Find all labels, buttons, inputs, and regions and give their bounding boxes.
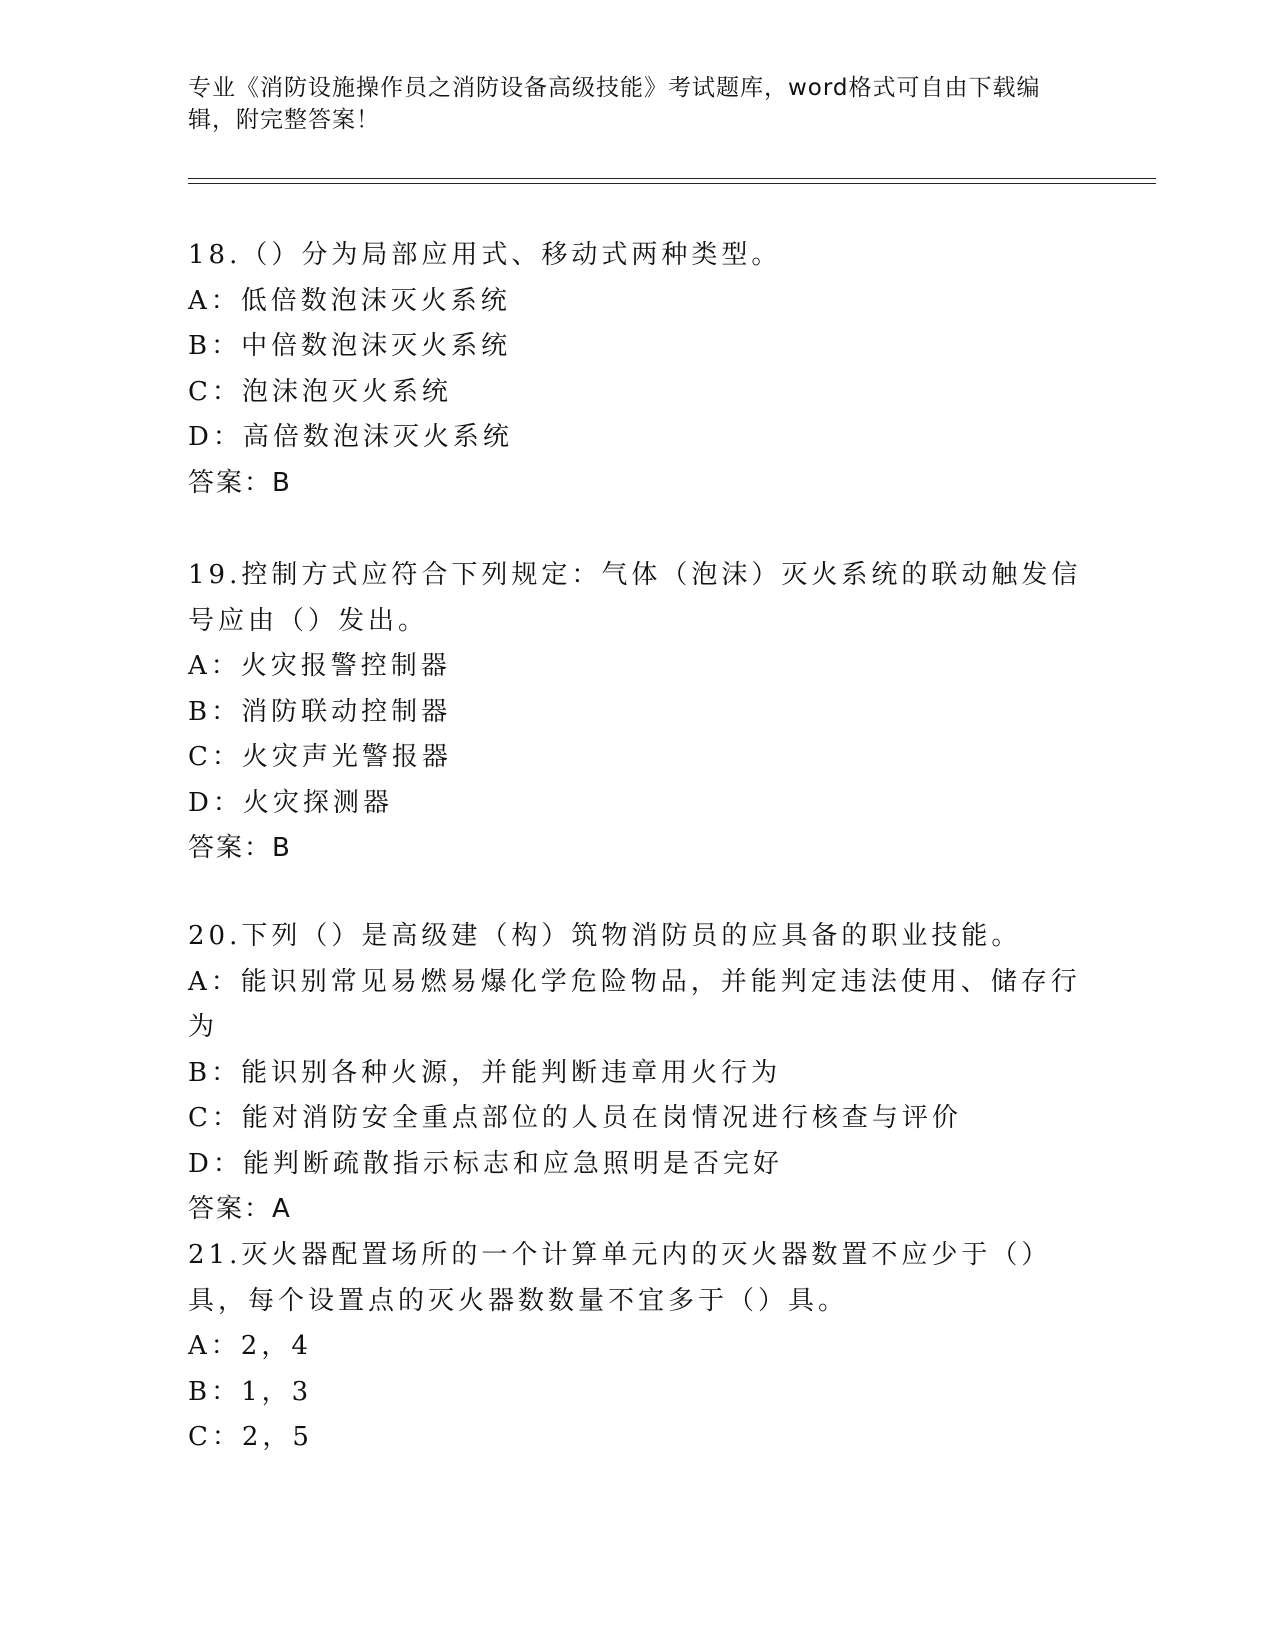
option-c: C：火灾声光警报器	[188, 742, 452, 772]
option-b: B：能识别各种火源，并能判断违章用火行为	[188, 1057, 782, 1088]
answer-line: 答案：B	[188, 467, 292, 498]
option-d: D：能判断疏散指示标志和应急照明是否完好	[188, 1148, 783, 1179]
question-stem: 20.下列（）是高级建（构）筑物消防员的应具备的职业技能。	[188, 921, 1022, 951]
option-d: D：高倍数泡沫灭火系统	[188, 422, 513, 452]
question-21	[188, 1233, 1088, 1461]
header-divider-top	[188, 178, 1156, 179]
option-b: B：中倍数泡沫灭火系统	[188, 331, 512, 361]
option-c: C：能对消防安全重点部位的人员在岗情况进行核查与评价	[188, 1103, 962, 1133]
option-a: A：能识别常见易燃易爆化学危险物品，并能判定违法使用、储存行为	[188, 966, 1081, 1042]
header-divider-bottom	[188, 183, 1156, 184]
question-stem: 19.控制方式应符合下列规定：气体（泡沫）灭火系统的联动触发信号应由（）发出。	[188, 560, 1082, 636]
option-d: D：火灾探测器	[188, 787, 393, 818]
document-header: 专业《消防设施操作员之消防设备高级技能》考试题库，word格式可自由下载编辑，附完整答案！	[188, 75, 1041, 133]
option-a: A：火灾报警控制器	[188, 651, 451, 681]
option-b: B：消防联动控制器	[188, 696, 452, 727]
option-b: B：1，3	[188, 1376, 313, 1407]
question-18	[188, 233, 1088, 506]
option-c: C：泡沫泡灭火系统	[188, 376, 452, 407]
question-19	[188, 553, 1088, 872]
question-20	[188, 914, 1088, 1233]
question-stem: 21.灭火器配置场所的一个计算单元内的灭火器数置不应少于（）具，每个设置点的灭火器数数量不宜多于（）具。	[188, 1240, 1052, 1316]
question-stem: 18.（）分为局部应用式、移动式两种类型。	[188, 240, 782, 270]
answer-line: 答案：B	[188, 833, 292, 863]
option-a: A：2，4	[188, 1331, 312, 1361]
option-a: A：低倍数泡沫灭火系统	[188, 285, 511, 316]
answer-line: 答案：A	[188, 1194, 292, 1224]
option-c: C：2，5	[188, 1422, 313, 1452]
